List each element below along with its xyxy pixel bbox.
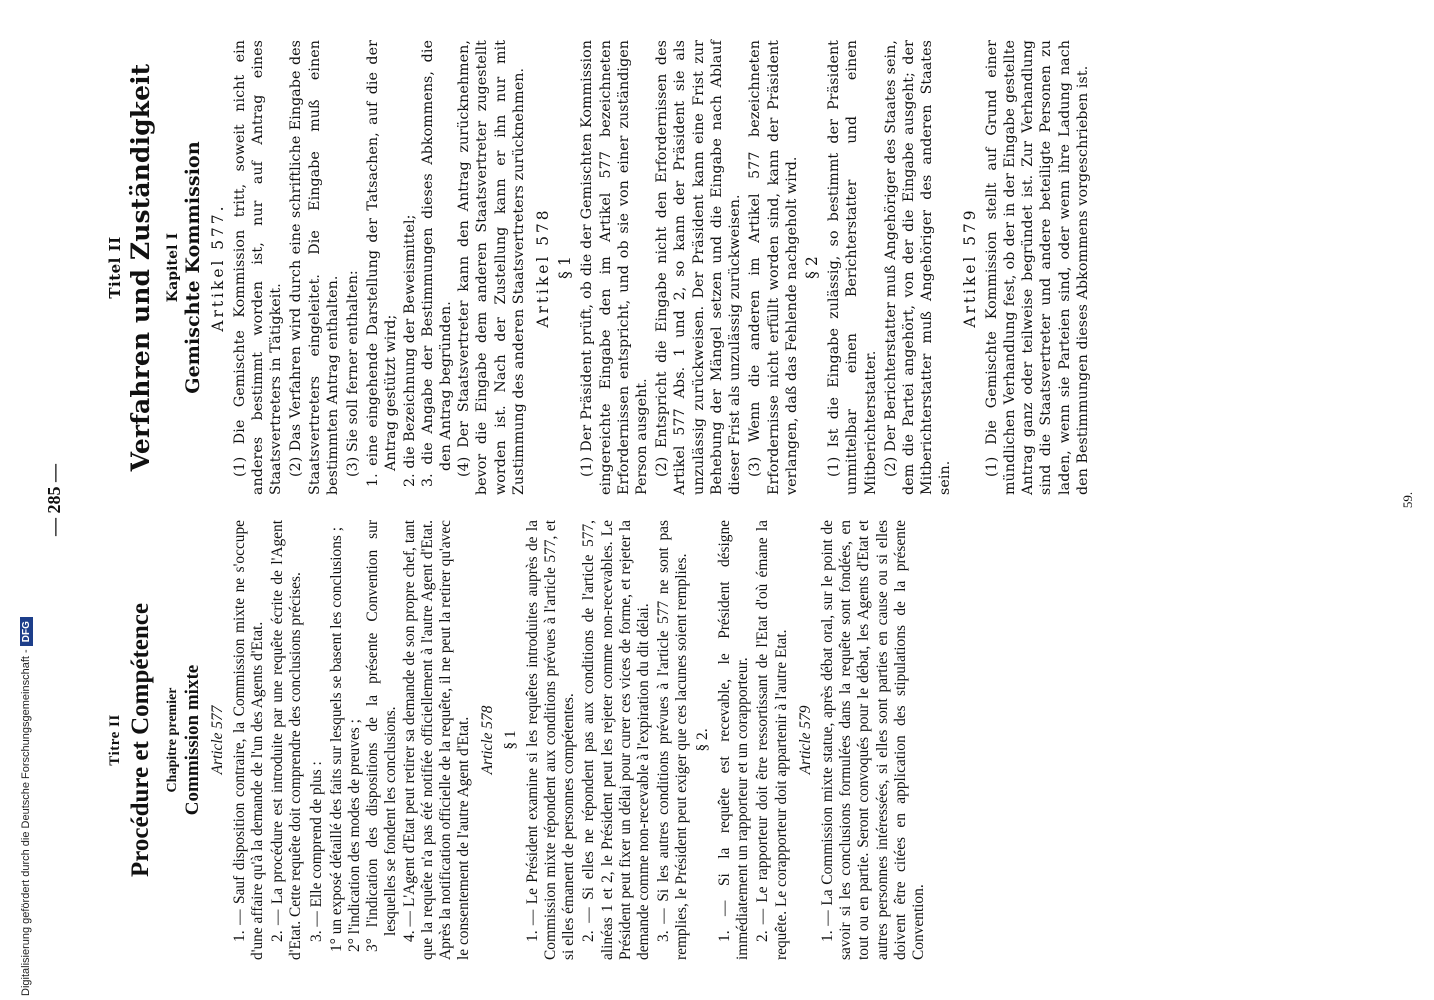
fr-art579-heading: Article 579 bbox=[796, 705, 814, 775]
fr-art577-p2: 2. — La procédure est introduite par une requête écrite de l'Agent d'Etat. Cette requête doit comprendre des conclusions précises. bbox=[269, 520, 305, 960]
de-titel: Titel II bbox=[106, 236, 124, 299]
fr-art577-item1: 1° un exposé détaillé des faits sur lesquels se basent les conclusions ; bbox=[327, 526, 345, 952]
de-art579-p1: (1) Die Gemischte Kommission stellt auf Grund einer mündlichen Verhandlung fest, ob der in der Eingabe gestellte Antrag ganz oder teilweise begründet ist. Zur Verhandlung sind die Staatsvertreter und andere beteiligte Personen zu laden, wenn sie Parteien sind, oder wenn ihre Ladung nach den Bestimmungen dieses Abkommens vorgeschrieben ist. bbox=[983, 40, 1091, 495]
footer-number: 59. bbox=[1400, 491, 1415, 509]
de-art577-p3: (3) Sie soll ferner enthalten: bbox=[345, 270, 362, 477]
fr-art578-heading: Article 578 bbox=[479, 705, 497, 775]
de-art578-s2-p1: (1) Ist die Eingabe zulässig, so bestimmt der Präsident unmittelbar einen Berichterstatter und einen Mitberichterstatter. bbox=[826, 40, 879, 495]
de-art577-p4: (4) Der Staatsvertreter kann den Antrag zurücknehmen, bevor die Eingabe dem anderen Staatsvertreter zugestellt worden ist. Nach der Zustellung kann er ihn nur mit Zustimmung des anderen Staatsvertreters zurücknehmen. bbox=[456, 40, 527, 495]
de-art577-heading: Artikel 577. bbox=[208, 203, 227, 332]
french-column bbox=[100, 520, 930, 960]
fr-art577-item2: 2° l'indication des modes de preuves ; bbox=[346, 719, 364, 952]
de-art579-heading: Artikel 579 bbox=[960, 207, 979, 328]
de-art578-s2-p2: (2) Der Berichterstatter muß Angehöriger des Staates sein, dem die Partei angehört, von der die Eingabe ausgeht; der Mitberichterstatter muß Angehöriger des anderen Staates sein. bbox=[882, 40, 954, 495]
fr-art577-p1: 1. — Sauf disposition contraire, la Commission mixte ne s'occupe d'une affaire qu'à la demande de l'un des Agents d'Etat. bbox=[230, 520, 267, 960]
page-number: — 285 — bbox=[44, 464, 64, 536]
fr-art579-p1: 1. — La Commission mixte statue, après débat oral, sur le point de savoir si les conclusions formulées dans la requête sont fondées, en tout ou en partie. Seront convoqués pour le débat, les Agents d'Etat et autres personnes intéressées, si elles sont parties en cause ou si elles doivent être citées en application des stipulations de la présente Convention. bbox=[818, 520, 927, 960]
de-art577-p1: (1) Die Gemischte Kommission tritt, soweit nicht ein anderes bestimmt worden ist, nur auf Antrag eines Staatsvertreters in Tätigkeit. bbox=[231, 40, 285, 495]
fr-art577-heading: Article 577 bbox=[208, 705, 226, 775]
de-art578-p1: (1) Der Präsident prüft, ob die der Gemischten Kommission eingereichte Eingabe den im Artikel 577 bezeichneten Erfordernissen entspricht, und ob sie von einer zuständigen Person ausgeht. bbox=[579, 40, 651, 495]
fr-art577-p3: 3. — Elle comprend de plus : bbox=[307, 761, 325, 942]
de-art577-p2: (2) Das Verfahren wird durch eine schriftliche Eingabe des Staatsvertreters eingeleitet. Die Eingabe muß einen bestimmten Antrag enthalten. bbox=[288, 40, 341, 495]
de-art578-heading: Artikel 578 bbox=[534, 207, 553, 328]
fr-art578-section2: § 2. bbox=[693, 728, 711, 752]
fr-art578-s2-p1: 1. — Si la requête est recevable, le Président désigne immédiatement un rapporteur et un corapporteur. bbox=[715, 520, 752, 960]
fr-sub-title: Commission mixte bbox=[182, 664, 204, 816]
de-sub-title: Gemischte Kommission bbox=[182, 141, 205, 394]
fr-art577-p4: 4. — L'Agent d'Etat peut retirer sa demande de son propre chef, tant que la requête n'a pas été notifiée officiellement à l'autre Agent d'Etat. Après la notification officielle de la requête, il ne peut la retirer qu'avec le consentement de l'autre Agent d'Etat. bbox=[400, 520, 473, 960]
de-art578-section1: § 1 bbox=[556, 256, 575, 279]
fr-titre: Titre II bbox=[107, 714, 123, 766]
fr-art578-p3: 3. — Si les autres conditions prévues à l'article 577 ne sont pas remplies, le Président peut exiger que ces lacunes soient remplies. bbox=[655, 520, 691, 960]
fr-art578-p2: 2. — Si elles ne répondent pas aux conditions de l'article 577, alinéas 1 et 2, le Président peut les rejeter comme non-recevables. Le Président peut fixer un délai pour curer ces vices de forme, et rejeter la demande comme non-recevable à l'expiration du dit délai. bbox=[580, 520, 653, 960]
dfg-logo: DFG bbox=[20, 617, 33, 646]
fr-art578-s2-p2: 2. — Le rapporteur doit être ressortissant de l'Etat d'où émane la requête. Le corapporteur doit appartenir à l'autre Etat. bbox=[754, 520, 790, 960]
digitization-sidebar bbox=[2, 6, 32, 996]
digitization-note bbox=[20, 16, 36, 996]
de-art577-item3: 3. die Angabe der Bestimmungen dieses Abkommens, die den Antrag begründen. bbox=[419, 40, 455, 487]
de-kapitel: Kapitel I bbox=[165, 232, 182, 303]
fr-main-title: Procédure et Compétence bbox=[127, 603, 155, 877]
de-art578-section2: § 2 bbox=[802, 256, 821, 279]
fr-art577-item3: 3° l'indication des dispositions de la présente Convention sur lesquelles se fondent les conclusions. bbox=[364, 520, 400, 952]
german-column bbox=[100, 40, 1094, 495]
de-art577-item2: 2. die Bezeichnung der Beweismittel; bbox=[401, 214, 418, 487]
de-art577-item1: 1. eine eingehende Darstellung der Tatsachen, auf die der Antrag gestützt wird; bbox=[365, 40, 400, 487]
sidebar-text: Digitalisierung gefördert durch die Deutsche Forschungsgemeinschaft - bbox=[20, 649, 32, 996]
fr-art578-p1: 1. — Le Président examine si les requêtes introduites auprès de la Commission mixte répondent aux conditions prévues à l'article 577, et si elles émanent de personnes compétentes. bbox=[523, 520, 578, 960]
de-main-title: Verfahren und Zuständigkeit bbox=[126, 63, 156, 472]
de-art578-p3: (3) Wenn die anderen im Artikel 577 bezeichneten Erfordernisse nicht erfüllt worden sind, kann der Präsident verlangen, daß das Fehlende nachgeholt wird. bbox=[747, 40, 800, 495]
fr-chapitre: Chapitre premier bbox=[165, 687, 181, 793]
fr-art578-section1: § 1 bbox=[501, 730, 519, 750]
de-art578-p2: (2) Entspricht die Eingabe nicht den Erfordernissen des Artikel 577 Abs. 1 und 2, so kann der Präsident sie als unzulässig zurückweisen. Der Präsident kann eine Frist zur Behebung der Mängel setzen und die Eingabe nach Ablauf dieser Frist als unzulässig zurückweisen. bbox=[654, 40, 744, 495]
